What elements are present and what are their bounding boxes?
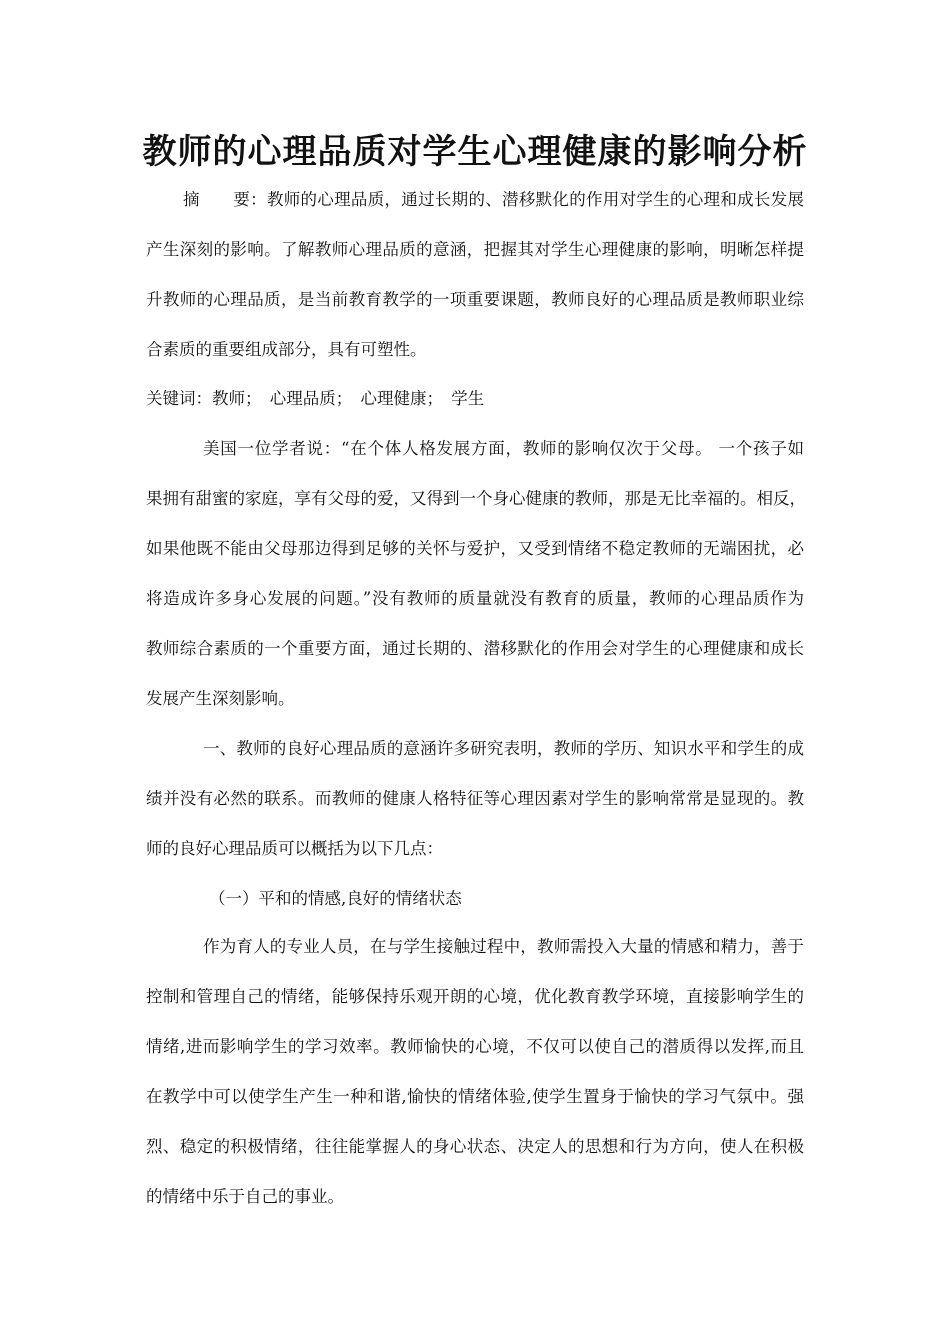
intro-line: 如果他既不能由父母那边得到足够的关怀与爱护，又受到情绪不稳定教师的无端困扰，必 [146, 539, 804, 558]
abstract-line: 合素质的重要组成部分，具有可塑性。 [146, 340, 427, 359]
section-line: 师的良好心理品质可以概括为以下几点： [146, 839, 443, 858]
subsection-line: 在教学中可以使学生产生一种和谐,愉快的情绪体验,使学生置身于愉快的学习气氛中。强 [146, 1087, 804, 1106]
subsection-line: 烈、稳定的积极情绪，往往能掌握人的身心状态、决定人的思想和行为方向，使人在积极 [146, 1137, 804, 1156]
intro-line: 将造成许多身心发展的问题。”没有教师的质量就没有教育的质量，教师的心理品质作为 [146, 589, 804, 608]
keywords-line: 关键词：教师； 心理品质； 心理健康； 学生 [146, 389, 485, 408]
subsection-line: 控制和管理自己的情绪，能够保持乐观开朗的心境，优化教育教学环境，直接影响学生的 [146, 987, 804, 1006]
subsection-line: 情绪,进而影响学生的学习效率。教师愉快的心境，不仅可以使自己的潜质得以发挥,而且 [146, 1037, 804, 1056]
intro-line: 美国一位学者说：“在个体人格发展方面，教师的影响仅次于父母。 一个孩子如 [203, 439, 804, 458]
section-line: 一、教师的良好心理品质的意涵许多研究表明，教师的学历、知识水平和学生的成 [203, 739, 804, 758]
section-line: 绩并没有必然的联系。而教师的健康人格特征等心理因素对学生的影响常常是显现的。教 [146, 789, 804, 808]
abstract-line: 摘 要：教师的心理品质，通过长期的、潜移默化的作用对学生的心理和成长发展 [183, 190, 804, 209]
subsection-line: 的情绪中乐于自己的事业。 [146, 1187, 344, 1206]
intro-line: 教师综合素质的一个重要方面，通过长期的、潜移默化的作用会对学生的心理健康和成长 [146, 639, 804, 658]
intro-line: 果拥有甜蜜的家庭，享有父母的爱，又得到一个身心健康的教师，那是无比幸福的。相反， [146, 489, 806, 508]
abstract-line: 升教师的心理品质，是当前教育教学的一项重要课题，教师良好的心理品质是教师职业综 [146, 290, 804, 309]
document-title: 教师的心理品质对学生心理健康的影响分析 [142, 132, 808, 172]
abstract-line: 产生深刻的影响。了解教师心理品质的意涵，把握其对学生心理健康的影响，明晰怎样提 [146, 240, 804, 259]
intro-line: 发展产生深刻影响。 [146, 689, 295, 708]
subsection-heading: （一）平和的情感,良好的情绪状态 [209, 889, 462, 908]
subsection-line: 作为育人的专业人员，在与学生接触过程中，教师需投入大量的情感和精力，善于 [203, 937, 804, 956]
